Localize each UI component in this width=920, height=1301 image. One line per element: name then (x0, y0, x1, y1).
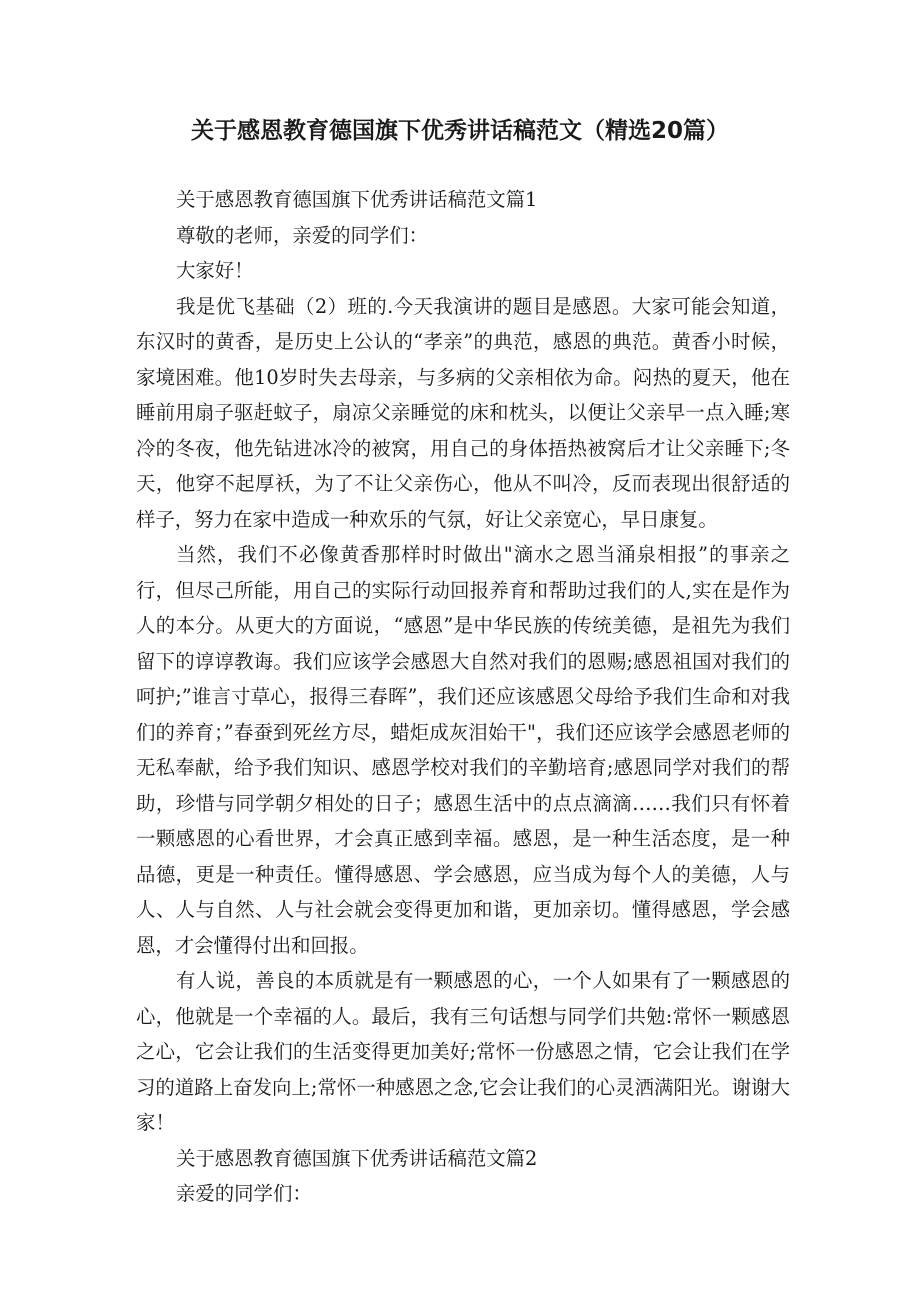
greeting: 大家好！ (176, 259, 254, 282)
salutation: 亲爱的同学们： (176, 1182, 312, 1205)
section-heading-2: 关于感恩教育德国旗下优秀讲话稿范文篇2 (176, 1146, 538, 1170)
document-body (136, 182, 790, 1212)
paragraph: 有人说，善良的本质就是有一颗感恩的心，一个人如果有了一颗感恩的心，他就是一个幸福的人。最后，我有三句话想与同学们共勉:常怀一颗感恩之心，它会让我们的生活变得更加美好;常怀一份感恩之情，它会让我们在学习的道路上奋发向上;常怀一种感恩之念,它会让我们的心灵洒满阳光。谢谢大家！ (136, 969, 790, 1134)
salutation: 尊敬的老师，亲爱的同学们： (176, 223, 429, 247)
document-title: 关于感恩教育德国旗下优秀讲话稿范文（精选20篇） (190, 118, 729, 144)
paragraph: 当然，我们不必像黄香那样时时做出"滴水之恩当涌泉相报”的事亲之行，但尽己所能，用自己的实际行动回报养育和帮助过我们的人,实在是作为人的本分。从更大的方面说，“感恩”是中华民族的传统美德，是祖先为我们留下的谆谆教诲。我们应该学会感恩大自然对我们的恩赐;感恩祖国对我们的呵护;”谁言寸草心，报得三春晖”，我们还应该感恩父母给予我们生命和对我们的养育；”春蚕到死丝方尽，蜡炬成灰泪始干"，我们还应该学会感恩老师的无私奉献，给予我们知识、感恩学校对我们的辛勤培育;感恩同学对我们的帮助，珍惜与同学朝夕相处的日子；感恩生活中的点点滴滴……我们只有怀着一颗感恩的心看世界，才会真正感到幸福。感恩，是一种生活态度，是一种品德，更是一种责任。懂得感恩、学会感恩，应当成为每个人的美德，人与人、人与自然、人与社会就会变得更加和谐，更加亲切。懂得感恩，学会感恩，才会懂得付出和回报。 (136, 543, 790, 957)
paragraph: 我是优飞基础（2）班的.今天我演讲的题目是感恩。大家可能会知道，东汉时的黄香，是历史上公认的“孝亲”的典范，感恩的典范。黄香小时候，家境困难。他10岁时失去母亲，与多病的父亲相依为命。闷热的夏天，他在睡前用扇子驱赶蚊子，扇凉父亲睡觉的床和枕头，以便让父亲早一点入睡;寒冷的冬夜，他先钻进冰冷的被窝，用自己的身体捂热被窝后才让父亲睡下;冬天，他穿不起厚袄，为了不让父亲伤心，他从不叫冷，反而表现出很舒适的样子，努力在家中造成一种欢乐的气氛，好让父亲宽心，早日康复。 (136, 294, 790, 531)
section-heading-1: 关于感恩教育德国旗下优秀讲话稿范文篇1 (176, 188, 538, 211)
